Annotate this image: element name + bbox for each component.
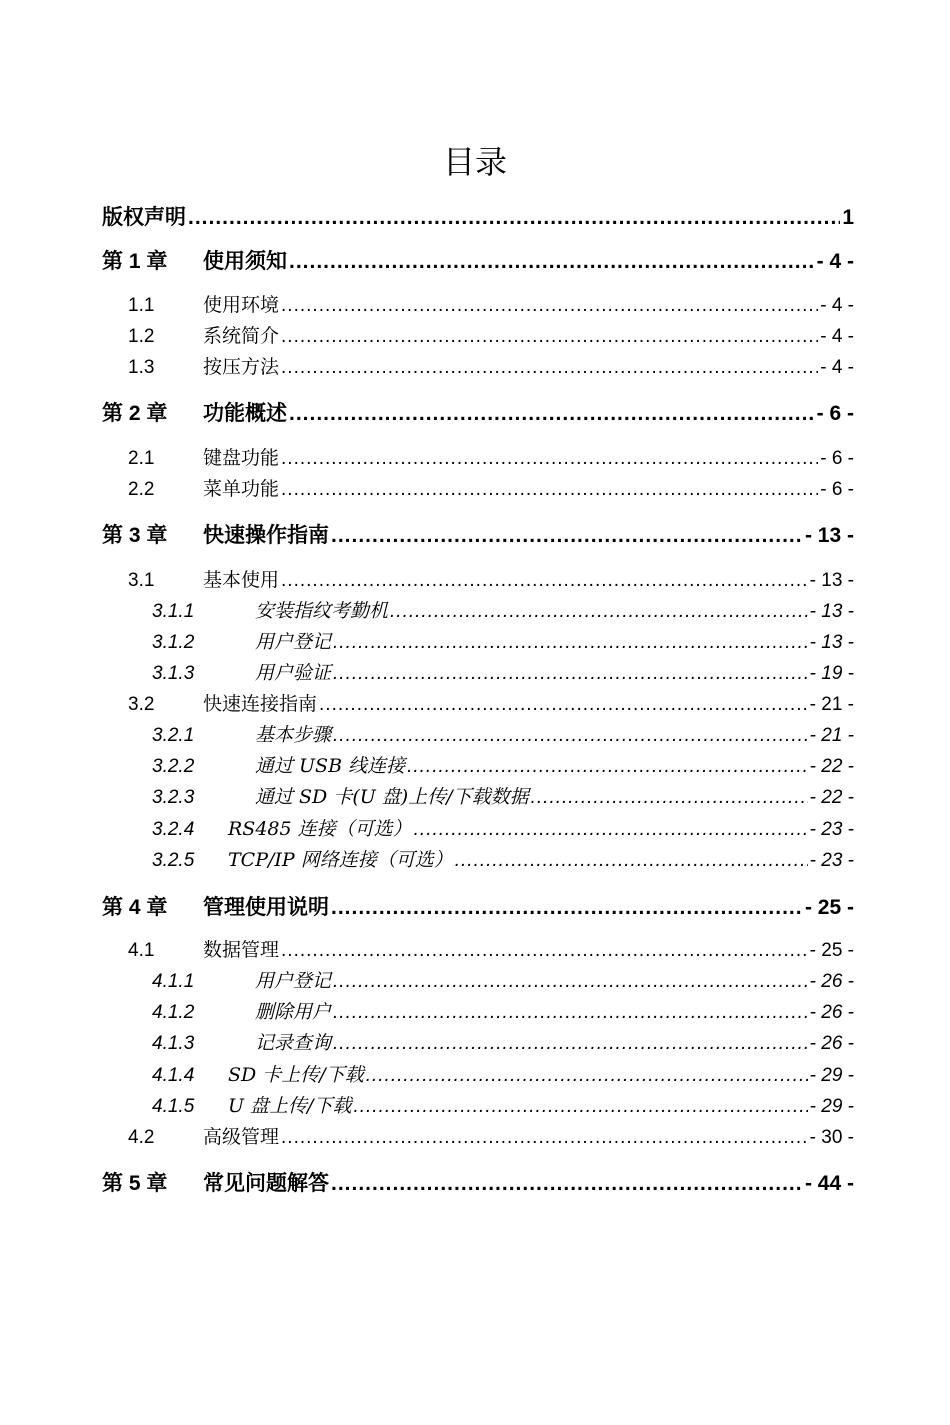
toc-dot-leader <box>281 568 808 594</box>
toc-entry-page-number: - 13 - <box>809 570 854 591</box>
toc-entry-label: 常见问题解答 <box>203 1171 329 1195</box>
toc-entry-page-number: - 4 - <box>820 357 854 378</box>
toc-dot-leader <box>331 894 803 922</box>
toc-entry-number: 4.1.5 <box>152 1096 195 1117</box>
toc-dot-leader <box>333 661 808 687</box>
toc-dot-leader <box>333 1000 808 1026</box>
toc-entry-number: 4.1.1 <box>152 971 195 992</box>
toc-entry-label: 删除用户 <box>255 1001 332 1023</box>
toc-entry-number: 第 4 章 <box>102 896 168 919</box>
toc-entry-label: 版权声明 <box>102 205 186 229</box>
toc-entry-label: 系统简介 <box>203 325 280 347</box>
toc-entry-section[interactable] <box>102 937 854 963</box>
toc-entry-label: 通过 USB 线连接 <box>255 755 406 777</box>
toc-entry-page-number: - 26 - <box>809 1033 854 1054</box>
toc-entry-number: 3.2.2 <box>152 756 195 777</box>
toc-entry-page-number: - 25 - <box>804 896 854 919</box>
toc-dot-leader <box>407 754 808 780</box>
toc-entry-page-number: - 4 - <box>816 250 854 273</box>
toc-entry-page-number: - 23 - <box>809 850 854 871</box>
toc-entry-section[interactable] <box>102 691 854 717</box>
toc-entry-label: 高级管理 <box>203 1126 280 1148</box>
toc-entry-label: 菜单功能 <box>203 478 280 500</box>
toc-entry-label: 基本使用 <box>203 569 280 591</box>
toc-dot-leader <box>331 1170 803 1198</box>
toc-entry-section[interactable] <box>102 292 854 318</box>
toc-entry-number: 3.2.5 <box>152 850 195 871</box>
toc-entry-page-number: - 30 - <box>809 1127 854 1148</box>
toc-entry-number: 3.1 <box>128 570 155 591</box>
toc-entry-number: 3.1.3 <box>152 663 195 684</box>
toc-entry-number: 2.1 <box>128 448 155 469</box>
toc-entry-label: SD 卡上传/下载 <box>228 1064 364 1086</box>
toc-dot-leader <box>289 248 815 276</box>
toc-entry-number: 4.1.4 <box>152 1065 195 1086</box>
toc-dot-leader <box>366 1063 808 1089</box>
toc-entry-section[interactable] <box>102 567 854 593</box>
toc-dot-leader <box>531 785 808 811</box>
toc-entry-subsection[interactable] <box>102 722 854 748</box>
toc-entry-number: 第 3 章 <box>102 524 168 547</box>
toc-entry-page-number: - 25 - <box>809 940 854 961</box>
toc-entry-label: 使用须知 <box>203 249 287 273</box>
toc-dot-leader <box>331 522 803 550</box>
toc-entry-number: 3.2 <box>128 694 155 715</box>
toc-entry-number: 3.1.1 <box>152 601 195 622</box>
toc-entry-number: 4.1 <box>128 940 155 961</box>
toc-entry-page-number: - 29 - <box>809 1096 854 1117</box>
toc-entry-number: 3.2.4 <box>152 819 195 840</box>
toc-entry-page-number: - 26 - <box>809 1002 854 1023</box>
toc-entry-label: 通过 SD 卡(U 盘)上传/下载数据 <box>255 786 529 808</box>
toc-entry-page-number: - 21 - <box>809 694 854 715</box>
toc-entry-label: 用户登记 <box>255 970 332 992</box>
toc-entry-page-number: - 29 - <box>809 1065 854 1086</box>
toc-entry-page-number: - 22 - <box>809 787 854 808</box>
toc-entry-label: 键盘功能 <box>203 447 280 469</box>
toc-entry-label: 快速连接指南 <box>203 693 318 715</box>
toc-entry-label: 安装指纹考勤机 <box>255 600 389 622</box>
toc-entry-subsection[interactable] <box>102 784 854 810</box>
toc-entry-page-number: - 6 - <box>816 402 854 425</box>
toc-entry-page-number: - 19 - <box>809 663 854 684</box>
toc-entry-page-number: - 13 - <box>809 632 854 653</box>
toc-entry-subsection[interactable] <box>102 660 854 686</box>
toc-entry-subsection[interactable] <box>102 1093 854 1119</box>
toc-dot-leader <box>281 477 818 503</box>
toc-entry-number: 1.2 <box>128 326 155 347</box>
toc-dot-leader <box>281 938 808 964</box>
toc-entry-subsection[interactable] <box>102 753 854 779</box>
toc-entry-label: RS485 连接（可选） <box>228 818 412 840</box>
toc-entry-page-number: - 13 - <box>804 524 854 547</box>
toc-dot-leader <box>289 400 815 428</box>
toc-entry-label: TCP/IP 网络连接（可选） <box>228 849 453 871</box>
toc-dot-leader <box>319 692 808 718</box>
toc-entry-page-number: - 6 - <box>820 448 854 469</box>
toc-entry-number: 3.2.3 <box>152 787 195 808</box>
toc-entry-label: 数据管理 <box>203 939 280 961</box>
toc-entry-label: 使用环境 <box>203 294 280 316</box>
toc-dot-leader <box>353 1094 807 1120</box>
toc-dot-leader <box>333 630 808 656</box>
toc-entry-label: 记录查询 <box>255 1032 332 1054</box>
toc-dot-leader <box>414 817 808 843</box>
toc-entry-label: 用户验证 <box>255 662 332 684</box>
toc-entry-chapter[interactable] <box>102 247 854 275</box>
toc-entry-number: 1.1 <box>128 295 155 316</box>
toc-entry-chapter[interactable] <box>102 1169 854 1197</box>
toc-entry-section[interactable] <box>102 354 854 380</box>
toc-dot-leader <box>281 324 818 350</box>
toc-entry-number: 第 2 章 <box>102 402 168 425</box>
toc-entry-subsection[interactable] <box>102 598 854 624</box>
toc-entry-number: 第 5 章 <box>102 1172 168 1195</box>
toc-entry-subsection[interactable] <box>102 968 854 994</box>
toc-entry-number: 4.1.3 <box>152 1033 195 1054</box>
toc-entry-section[interactable] <box>102 445 854 471</box>
toc-dot-leader <box>188 204 840 232</box>
toc-dot-leader <box>333 723 808 749</box>
toc-entry-label: 用户登记 <box>255 631 332 653</box>
toc-dot-leader <box>390 599 808 625</box>
toc-entry-page-number: - 4 - <box>820 326 854 347</box>
toc-entry-chapter[interactable] <box>102 521 854 549</box>
toc-entry-page-number: - 21 - <box>809 725 854 746</box>
toc-entry-page-number: 1 <box>842 206 854 229</box>
toc-entry-section[interactable] <box>102 1124 854 1150</box>
toc-entry-page-number: - 22 - <box>809 756 854 777</box>
toc-entry-number: 1.3 <box>128 357 155 378</box>
toc-entry-number: 3.1.2 <box>152 632 195 653</box>
toc-dot-leader <box>281 355 818 381</box>
page-title: 目录 <box>442 143 507 181</box>
toc-entry-section[interactable] <box>102 476 854 502</box>
toc-entry-subsection[interactable] <box>102 999 854 1025</box>
toc-entry-label: 基本步骤 <box>255 724 332 746</box>
toc-entry-subsection[interactable] <box>102 816 854 842</box>
toc-entry-chapter[interactable] <box>102 893 854 921</box>
toc-dot-leader <box>281 293 818 319</box>
toc-entry-number: 4.2 <box>128 1127 155 1148</box>
toc-entry-page-number: - 23 - <box>809 819 854 840</box>
toc-entry-number: 3.2.1 <box>152 725 195 746</box>
toc-entry-subsection[interactable] <box>102 1062 854 1088</box>
toc-dot-leader <box>333 1031 808 1057</box>
toc-entry-number: 2.2 <box>128 479 155 500</box>
toc-dot-leader <box>455 848 808 874</box>
toc-dot-leader <box>333 969 808 995</box>
toc-entry-label: 按压方法 <box>203 356 280 378</box>
toc-entry-label: 快速操作指南 <box>203 523 329 547</box>
toc-entry-page-number: - 13 - <box>809 601 854 622</box>
toc-entry-chapter[interactable] <box>102 399 854 427</box>
toc-entry-label: 管理使用说明 <box>203 895 329 919</box>
toc-entry-page-number: - 26 - <box>809 971 854 992</box>
toc-entry-page-number: - 4 - <box>820 295 854 316</box>
toc-entry-subsection[interactable] <box>102 629 854 655</box>
toc-entry-number: 4.1.2 <box>152 1002 195 1023</box>
toc-entry-subsection[interactable] <box>102 847 854 873</box>
toc-entry-label: U 盘上传/下载 <box>228 1095 352 1117</box>
toc-entry-page-number: - 44 - <box>804 1172 854 1195</box>
toc-entry-subsection[interactable] <box>102 1030 854 1056</box>
toc-entry-chapter[interactable] <box>102 203 854 231</box>
toc-dot-leader <box>281 1125 808 1151</box>
toc-entry-page-number: - 6 - <box>820 479 854 500</box>
toc-dot-leader <box>281 446 818 472</box>
toc-entry-section[interactable] <box>102 323 854 349</box>
toc-entry-label: 功能概述 <box>203 401 287 425</box>
toc-entry-number: 第 1 章 <box>102 250 168 273</box>
